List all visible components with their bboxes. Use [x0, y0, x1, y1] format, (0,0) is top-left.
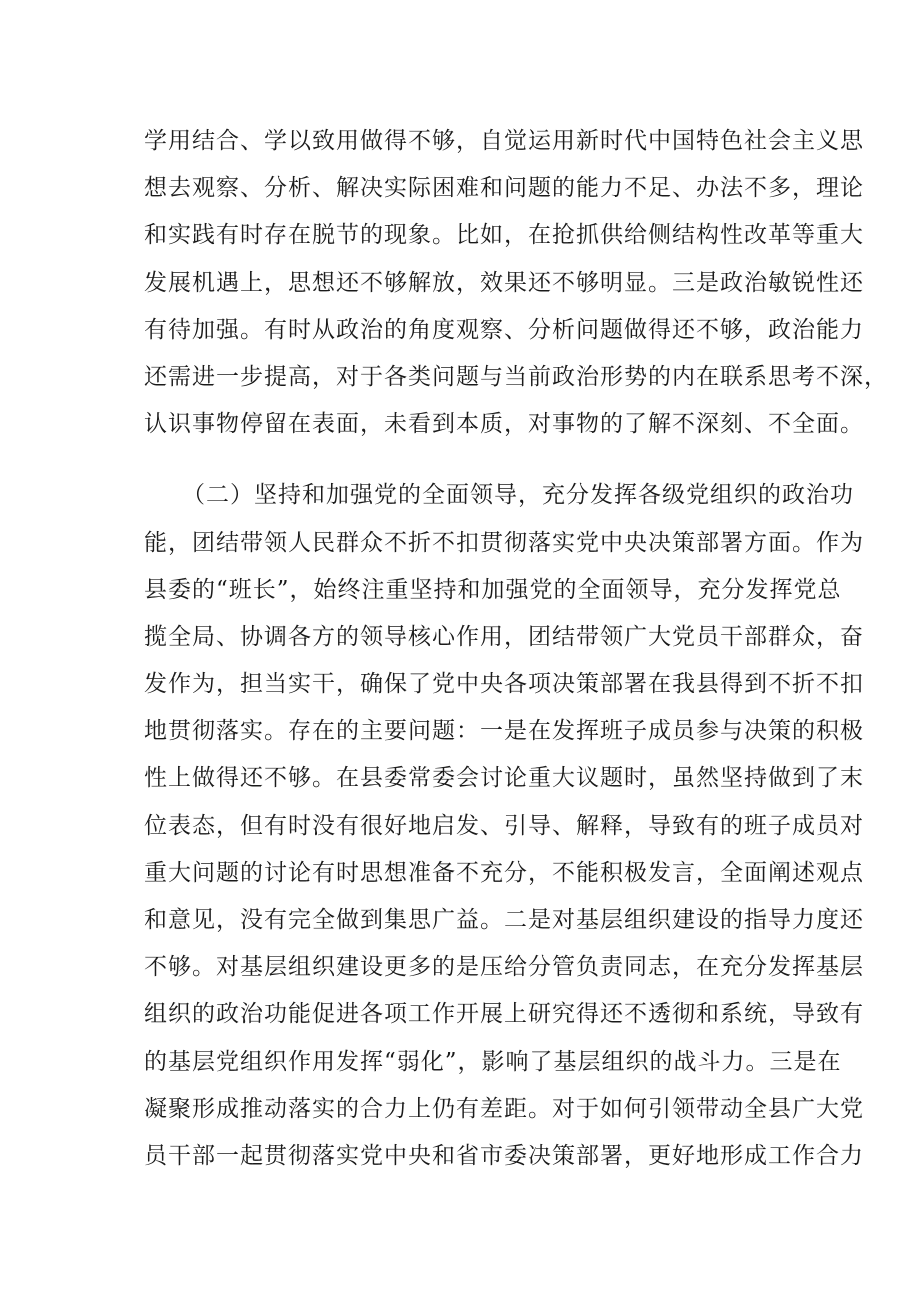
paragraph-1-line: 想去观察、分析、解决实际困难和问题的能力不足、办法不多，理论 [144, 175, 864, 202]
paragraph-1-line: 发展机遇上，思想还不够解放，效果还不够明显。三是政治敏锐性还 [144, 269, 864, 296]
paragraph-2-line: 揽全局、协调各方的领导核心作用，团结带领广大党员干部群众，奋 [144, 623, 864, 650]
paragraph-1-line: 认识事物停留在表面，未看到本质，对事物的了解不深刻、不全面。 [144, 411, 864, 438]
paragraph-1-line: 和实践有时存在脱节的现象。比如，在抢抓供给侧结构性改革等重大 [144, 222, 864, 249]
paragraph-2-line: 性上做得还不够。在县委常委会讨论重大议题时，虽然坚持做到了末 [144, 765, 864, 792]
paragraph-2-line: 位表态，但有时没有很好地启发、引导、解释，导致有的班子成员对 [144, 812, 864, 839]
paragraph-2-line: 凝聚形成推动落实的合力上仍有差距。对于如何引领带动全县广大党 [144, 1095, 864, 1122]
paragraph-2-line: 不够。对基层组织建设更多的是压给分管负责同志，在充分发挥基层 [144, 954, 864, 981]
paragraph-2-line: 员干部一起贯彻落实党中央和省市委决策部署，更好地形成工作合力 [144, 1142, 864, 1169]
paragraph-2-line: （二）坚持和加强党的全面领导，充分发挥各级党组织的政治功 [182, 482, 854, 509]
paragraph-2-line: 的基层党组织作用发挥“弱化”，影响了基层组织的战斗力。三是在 [144, 1048, 842, 1075]
paragraph-2-line: 组织的政治功能促进各项工作开展上研究得还不透彻和系统，导致有 [144, 1001, 864, 1028]
paragraph-1-line: 还需进一步提高，对于各类问题与当前政治形势的内在联系思考不深， [144, 363, 888, 390]
paragraph-2-line: 发作为，担当实干，确保了党中央各项决策部署在我县得到不折不扣 [144, 671, 864, 698]
paragraph-1-line: 学用结合、学以致用做得不够，自觉运用新时代中国特色社会主义思 [144, 128, 864, 154]
paragraph-2-line: 和意见，没有完全做到集思广益。二是对基层组织建设的指导力度还 [144, 907, 864, 933]
paragraph-1-line: 有待加强。有时从政治的角度观察、分析问题做得还不够，政治能力 [144, 316, 864, 343]
paragraph-2-line: 县委的“班长”，始终注重坚持和加强党的全面领导，充分发挥党总 [144, 576, 842, 603]
paragraph-2-line: 能，团结带领人民群众不折不扣贯彻落实党中央决策部署方面。作为 [144, 529, 864, 556]
paragraph-2 [144, 472, 864, 1180]
paragraph-1 [144, 118, 888, 448]
paragraph-2-line: 地贯彻落实。存在的主要问题：一是在发挥班子成员参与决策的积极 [144, 718, 864, 745]
paragraph-2-line: 重大问题的讨论有时思想准备不充分，不能积极发言，全面阐述观点 [144, 859, 864, 886]
paragraph-spacer [144, 448, 780, 472]
document-body [144, 118, 888, 1180]
